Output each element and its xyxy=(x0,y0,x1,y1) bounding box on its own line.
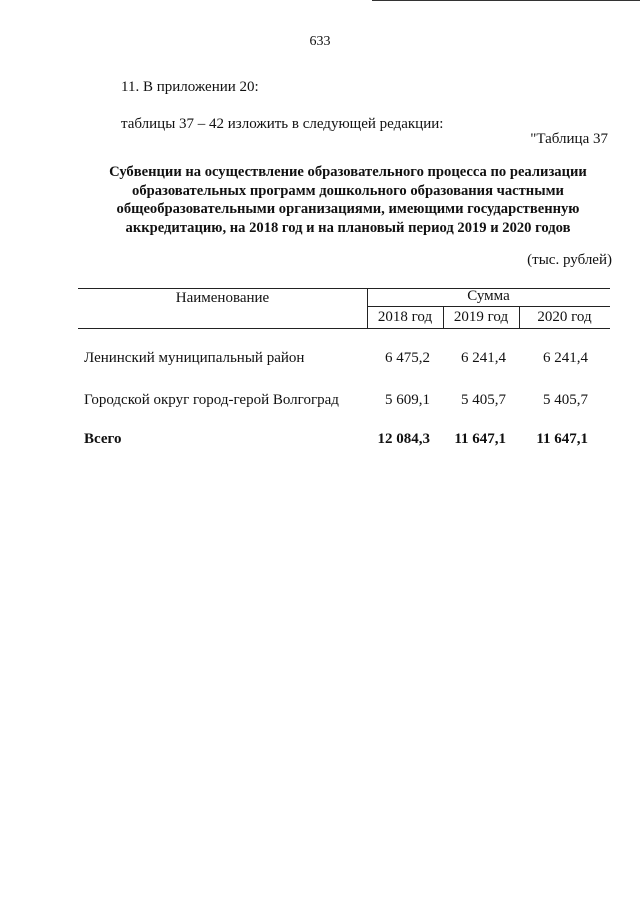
page-number: 633 xyxy=(309,34,331,49)
total-value-2019: 11 647,1 xyxy=(454,431,506,447)
table-header-bottom-rule xyxy=(78,328,610,329)
row-name: Городской округ город-герой Волгоград xyxy=(84,392,339,408)
row-value-2018: 5 609,1 xyxy=(385,392,430,408)
row-value-2020: 5 405,7 xyxy=(543,392,588,408)
title-line: аккредитацию, на 2018 год и на плановый период 2019 и 2020 годов xyxy=(125,219,571,236)
row-value-2019: 5 405,7 xyxy=(461,392,506,408)
row-value-2018: 6 475,2 xyxy=(385,350,430,366)
title-line: Субвенции на осуществление образовательного процесса по реализации xyxy=(109,164,587,180)
row-value-2020: 6 241,4 xyxy=(543,350,588,366)
paragraph-instruction: таблицы 37 – 42 изложить в следующей редакции: xyxy=(121,116,444,132)
total-value-2018: 12 084,3 xyxy=(377,431,430,447)
total-value-2020: 11 647,1 xyxy=(536,431,588,447)
header-name: Наименование xyxy=(175,290,270,306)
header-year-2020: 2020 год xyxy=(537,309,592,325)
header-sum: Сумма xyxy=(467,288,510,304)
table-reference: "Таблица 37 xyxy=(530,131,608,147)
header-year-2018: 2018 год xyxy=(377,309,433,325)
paragraph-amendment: 11. В приложении 20: xyxy=(121,79,259,95)
total-label: Всего xyxy=(84,431,122,447)
row-value-2019: 6 241,4 xyxy=(461,350,506,366)
sum-subheader-rule xyxy=(367,306,610,307)
row-name: Ленинский муниципальный район xyxy=(84,350,305,366)
top-edge-rule xyxy=(372,0,640,1)
document-title xyxy=(82,163,614,237)
header-year-2019: 2019 год xyxy=(453,309,509,325)
title-line: общеобразовательными организациями, имеющими государственную xyxy=(116,201,580,218)
title-line: образовательных программ дошкольного образования частными xyxy=(132,182,564,199)
units-label: (тыс. рублей) xyxy=(527,252,612,268)
